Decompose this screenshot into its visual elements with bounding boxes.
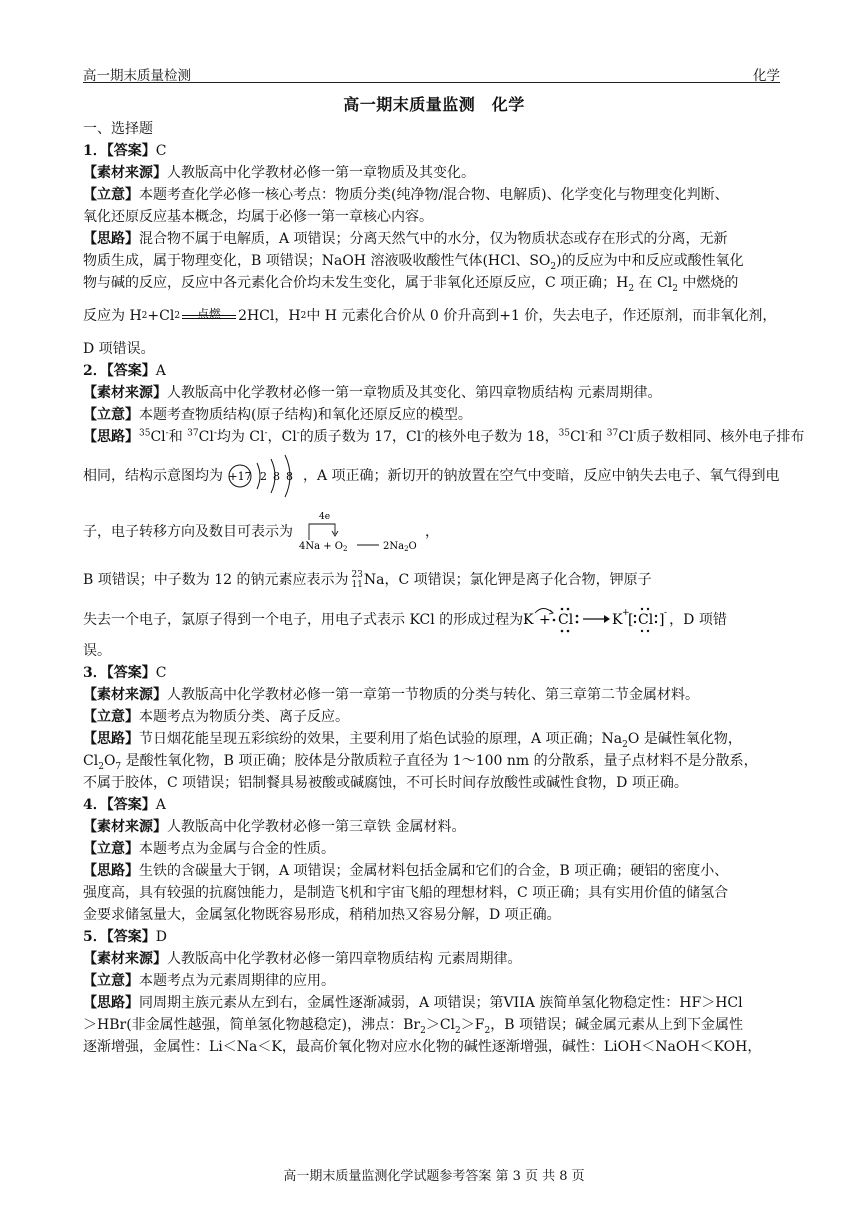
- q2-idea-l3: 子，电子转移方向及数目可表示为 4e $4Na + O_2$ $2Na_2O$ ，: [83, 512, 439, 553]
- k-atom: K: [523, 612, 534, 628]
- q1-intent: 【立意】本题考查化学必修一核心考点：物质分类(纯净物/混合物、电解质)、化学变化与物理变化判断、: [83, 187, 729, 203]
- svg-text:]: ]: [659, 612, 665, 628]
- q1-idea-l4: 反应为 H 2 +Cl 2 点燃 2HCl，H 2 中 H 元素化合价从 0 价升高到+1 价，失去电子，作还原剂，而非氧化剂，: [83, 307, 777, 324]
- nuclide-symbol: Na: [363, 572, 385, 588]
- q4-answer: 4．【答案】A: [83, 797, 166, 813]
- q3-idea: 【思路】节日烟花能呈现五彩缤纷的效果，主要利用了焰色试验的原理，A 项正确；$Na_2O$ 是碱性氧化物，: [83, 731, 742, 750]
- q5-idea: 【思路】同周期主族元素从左到右，金属性逐渐减弱，A 项错误；第VIIA 族简单氢化物稳定性：HF＞HCl: [83, 995, 743, 1011]
- q4-idea-l2: 强度高，具有较强的抗腐蚀能力，是制造飞机和宇宙飞船的理想材料，C 项正确；具有实用价值的储氢合: [83, 885, 729, 901]
- atom-nucleus: +17: [228, 470, 252, 483]
- page-title: 高一期末质量监测 化学: [343, 95, 525, 114]
- ignition-condition-arrow: 点燃: [180, 306, 238, 326]
- page-header: [83, 64, 780, 83]
- q5-idea-l2: ＞HBr(非金属性越强，简单氢化物越稳定)，沸点：$Br_2>Cl_2>F_2$，B 项错误；碱金属元素从上到下金属性: [83, 1017, 743, 1036]
- q3-idea-l2: $Cl_2O_7$ 是酸性氧化物，B 项正确；胶体是分散质粒子直径为 1～100 nm 的分散系，量子点材料不是分散系，: [83, 753, 758, 772]
- page-footer: 高一期末质量监测化学试题参考答案 第 3 页 共 8 页: [283, 1169, 585, 1184]
- k-ion: K: [612, 612, 623, 628]
- q4-intent: 【立意】本题考点为金属与合金的性质。: [83, 841, 335, 857]
- q3-intent: 【立意】本题考点为物质分类、离子反应。: [83, 709, 349, 725]
- nuclide-numbers: 23 11: [351, 570, 363, 590]
- header-left: 高一期末质量检测: [83, 68, 191, 84]
- cl-atom: Cl: [558, 612, 574, 628]
- kcl-plus: +: [539, 612, 551, 628]
- document-body: [83, 118, 805, 1058]
- q3-answer: 3．【答案】C: [83, 665, 167, 681]
- q5-idea-l3: 逐渐增强，金属性：Li＜Na＜K，最高价氧化物对应水化物的碱性逐渐增强，碱性：LiOH＜NaOH＜KOH，: [83, 1039, 762, 1055]
- kcl-electron-formula: [523, 604, 669, 636]
- q2-idea-l4: B 项错误；中子数为 12 的钠元素应表示为 23 11 Na ，C 项错误；氯化钾是离子化合物，钾原子: [83, 570, 652, 590]
- q4-idea: 【思路】生铁的含碳量大于钢，A 项错误；金属材料包括金属和它们的合金，B 项正确；硬铝的密度小、: [83, 863, 729, 879]
- electron-transfer-diagram: [297, 510, 425, 554]
- q1-idea-l3: 物与碱的反应，反应中各元素化合价均未发生变化，属于非氧化还原反应，C 项正确；$H_2$ 在 $Cl_2$ 中燃烧的: [83, 275, 739, 294]
- q3-idea-l3: 不属于胶体，C 项错误；铝制餐具易被酸或碱腐蚀，不可长时间存放酸性或碱性食物，D 项正确。: [83, 775, 688, 791]
- q5-source: 【素材来源】人教版高中化学教材必修一第四章物质结构 元素周期律。: [83, 951, 522, 967]
- q1-idea-l2: 物质生成，属于物理变化，B 项错误；NaOH 溶液吸收酸性气体(HCl、$SO_2$)的反应为中和反应或酸性氧化: [83, 253, 744, 272]
- q2-idea: 【思路】$^{35}$Cl-和 $^{37}$Cl-均为 Cl-，Cl-的质子数为 17，Cl-的核外电子数为 18，$^{35}$Cl-和 $^{37}$Cl-质子数相同、核外电子排布: [83, 428, 805, 445]
- header-right: 化学: [753, 68, 780, 84]
- q1-idea-l5: D 项错误。: [83, 341, 155, 357]
- svg-text:+: +: [622, 608, 630, 618]
- q5-answer: 5．【答案】D: [83, 929, 167, 945]
- atomic-structure-diagram: [227, 451, 299, 501]
- reactants: $4Na + O_2$: [299, 541, 348, 553]
- cl-ion: Cl: [638, 612, 654, 628]
- q5-intent: 【立意】本题考点为元素周期律的应用。: [83, 973, 335, 989]
- q3-source: 【素材来源】人教版高中化学教材必修一第一章第一节物质的分类与转化、第三章第二节金属材料。: [83, 687, 699, 703]
- section-heading: 一、选择题: [83, 121, 153, 137]
- atom-shell-3: 8: [286, 470, 293, 483]
- product: $2Na_2O$: [383, 541, 417, 553]
- q1-source: 【素材来源】人教版高中化学教材必修一第一章物质及其变化。: [83, 165, 475, 181]
- q2-idea-l6: 误。: [83, 643, 111, 659]
- q2-intent: 【立意】本题考查物质结构(原子结构)和氧化还原反应的模型。: [83, 407, 472, 423]
- electron-count: 4e: [319, 512, 331, 522]
- svg-text:-: -: [664, 608, 668, 618]
- q1-intent-cont: 氧化还原反应基本概念，均属于必修一第一章核心内容。: [83, 209, 433, 225]
- q4-idea-l3: 金要求储氢量大，金属氢化物既容易形成，稍稍加热又容易分解，D 项正确。: [83, 907, 561, 923]
- atom-shell-1: 2: [260, 470, 267, 483]
- q1-idea: 【思路】混合物不属于电解质，A 项错误；分离天然气中的水分，仅为物质状态或存在形式的分离，无新: [83, 231, 728, 247]
- q4-source: 【素材来源】人教版高中化学教材必修一第三章铁 金属材料。: [83, 819, 466, 835]
- q2-source: 【素材来源】人教版高中化学教材必修一第一章物质及其变化、第四章物质结构 元素周期律。: [83, 385, 662, 401]
- q2-idea-l2: 相同，结构示意图均为 +17 2 8 8 ，A 项正确；新切开的钠放置在空气中变暗，反应中钠失去电子、氧气得到电: [83, 448, 786, 504]
- svg-text:[: [: [628, 612, 634, 628]
- atom-shell-2: 8: [273, 470, 280, 483]
- q2-idea-l5: 失去一个电子，氯原子得到一个电子，用电子式表示 KCl 的形成过程为 K + Cl K + [ Cl ] - ，D 项错: [83, 600, 786, 640]
- q1-answer: 1．【答案】C: [83, 143, 167, 159]
- q2-answer: 2．【答案】A: [83, 363, 166, 379]
